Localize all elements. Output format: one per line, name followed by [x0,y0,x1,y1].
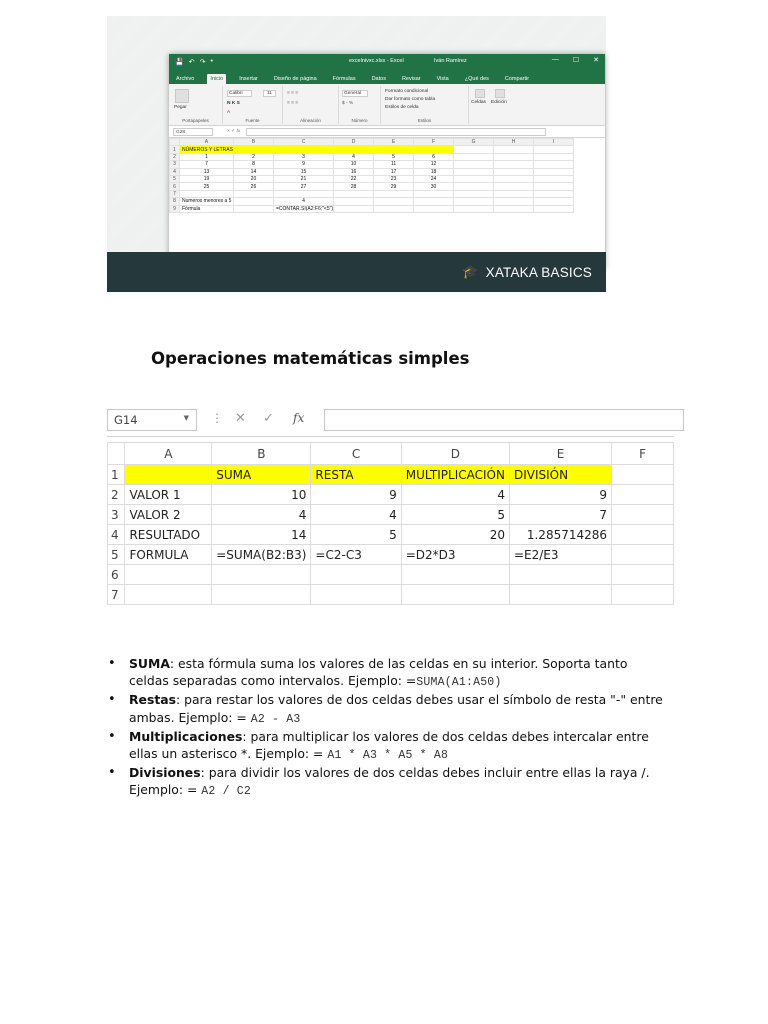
table-cell [534,153,574,160]
table-cell: 5 [374,153,414,160]
window-controls [552,56,599,64]
tab-formulas: Fórmulas [332,76,356,82]
brand-band [107,252,606,292]
table-row [108,585,674,605]
table-cell [233,146,273,153]
table-cell: =E2/E3 [509,545,611,565]
table-cell: NÚMEROS Y LETRAS [180,146,234,153]
paste-icon [175,89,189,103]
table-cell [534,190,574,197]
enter-icon: ✓ [263,411,274,426]
list-item-term: Multiplicaciones [129,728,243,744]
name-box-value: G14 [114,413,138,427]
table-cell [414,205,454,212]
excel-title-bar [169,54,605,70]
cell-styles-button: Estilos de celda [385,105,419,110]
table-row [108,465,674,485]
excel-screenshot-image [107,16,606,292]
spreadsheet-table [107,442,674,605]
column-header: I [534,139,574,146]
cancel-icon: ✕ [235,411,246,426]
table-row [108,505,674,525]
table-cell [494,146,534,153]
table-cell: 27 [273,183,333,190]
table-cell [454,161,494,168]
table-cell [273,190,333,197]
table-cell [311,585,401,605]
table-cell: 3 [273,153,333,160]
table-cell: =C2-C3 [311,545,401,565]
table-row [108,565,674,585]
table-cell [374,205,414,212]
excel-grid [169,138,605,213]
row-header: 4 [108,525,125,545]
table-row [108,485,674,505]
table-cell [233,205,273,212]
table-cell [534,198,574,205]
table-cell [454,198,494,205]
editing-label: Edición [491,100,507,105]
row-header: 3 [108,505,125,525]
row-header: 1 [108,465,125,485]
table-cell: 20 [233,175,273,182]
cells-label: Celdas [471,100,486,105]
row-header: 7 [170,190,180,197]
table-cell: 7 [509,505,611,525]
table-format-button: Dar formato como tabla [385,97,436,102]
minimize-icon: — [551,56,559,63]
table-cell [311,565,401,585]
table-row [170,190,574,197]
list-item-term: Restas [129,692,176,708]
table-cell: 7 [180,161,234,168]
table-cell: 29 [374,183,414,190]
table-cell [454,146,494,153]
column-header: E [509,443,611,465]
insert-function-icon: fx [293,411,305,425]
table-cell: 16 [334,168,374,175]
align-icons: ≡ ≡ ≡ [287,91,299,96]
table-cell [534,161,574,168]
list-item-example-code: SUMA(A1:A50) [416,676,502,690]
table-cell: 9 [311,485,401,505]
ribbon-group-font [223,86,283,124]
table-cell: 12 [414,161,454,168]
customize-icon: • [210,58,213,65]
table-cell [494,190,534,197]
table-cell: 2 [233,153,273,160]
column-header: A [180,139,234,146]
ribbon [169,84,605,126]
user-name: Iván Ramírez [434,58,467,64]
table-cell [534,146,574,153]
table-cell: SUMA [212,465,311,485]
table-cell: 5 [401,505,509,525]
table-cell [374,190,414,197]
spreadsheet-grid [107,442,674,605]
row-header: 1 [170,146,180,153]
table-cell [612,485,674,505]
table-cell [509,585,611,605]
table-cell [494,183,534,190]
table-cell: 30 [414,183,454,190]
table-cell: Fórmula [180,205,234,212]
row-header: 9 [170,205,180,212]
fx-icon: × ✓ fx [227,129,241,134]
styles-group-label: Estilos [417,118,432,123]
column-header-row [108,443,674,465]
table-cell: =CONTAR.SI(A2:F6;"<5") [273,205,333,212]
bold-italic-underline-icons: N K S [227,101,240,106]
table-cell [494,205,534,212]
table-cell: 19 [180,175,234,182]
table-cell: 26 [233,183,273,190]
table-cell: 15 [273,168,333,175]
table-cell: VALOR 2 [125,505,212,525]
ribbon-group-clipboard [169,86,223,124]
row-header: 6 [108,565,125,585]
row-header: 4 [170,168,180,175]
table-cell [374,198,414,205]
table-cell: 11 [374,161,414,168]
table-cell: 6 [414,153,454,160]
table-cell [212,565,311,585]
column-header: F [612,443,674,465]
table-cell [125,465,212,485]
editing-icon [495,89,505,98]
excel-formula-bar [169,126,605,138]
table-cell [273,146,333,153]
table-cell: 4 [334,153,374,160]
table-cell [612,565,674,585]
table-cell [612,465,674,485]
list-item-term: Divisiones [129,765,201,781]
table-cell: 23 [374,175,414,182]
table-cell [509,565,611,585]
table-cell: 28 [334,183,374,190]
table-cell [612,505,674,525]
column-header: G [454,139,494,146]
column-header: B [233,139,273,146]
alignment-group-label: Alineación [300,118,321,123]
row-header: 5 [108,545,125,565]
tell-me-box: ¿Qué des [464,76,489,82]
spreadsheet-image [107,403,674,602]
table-cell [534,205,574,212]
table-cell: 4 [273,198,333,205]
table-cell: 14 [212,525,311,545]
tab-datos: Datos [371,76,386,82]
table-cell [334,198,374,205]
table-row [108,525,674,545]
number-format-box: General [342,90,368,97]
close-icon: ✕ [593,57,599,64]
row-header: 8 [170,198,180,205]
table-cell [454,175,494,182]
operations-list [107,655,667,801]
xataka-brand [462,264,592,280]
table-row [170,183,574,190]
graduation-cap-icon: 🎓 [462,264,479,279]
table-row [170,161,574,168]
row-header: 3 [170,161,180,168]
table-cell: 17 [374,168,414,175]
table-cell: MULTIPLICACIÓN [401,465,509,485]
table-cell [401,585,509,605]
formula-input [324,409,684,431]
table-cell: 4 [212,505,311,525]
brand-text: XATAKA BASICS [485,264,592,280]
column-header: D [334,139,374,146]
column-header: E [374,139,414,146]
excel-formula-input [246,128,546,136]
column-header: F [414,139,454,146]
column-header-row [170,139,574,146]
table-cell: 9 [273,161,333,168]
tab-vista: Vista [436,76,449,82]
table-cell: VALOR 1 [125,485,212,505]
column-header: A [125,443,212,465]
table-cell [454,190,494,197]
table-cell: 20 [401,525,509,545]
table-cell [414,146,454,153]
list-item-example-code: A1 * A3 * A5 * A8 [327,749,449,763]
table-cell: RESULTADO [125,525,212,545]
table-cell: 5 [311,525,401,545]
table-cell: FORMULA [125,545,212,565]
table-cell [494,153,534,160]
list-item-term: SUMA [129,656,170,671]
select-all-corner [170,139,180,146]
quick-access-toolbar [175,58,213,66]
table-row [170,205,574,212]
table-cell: 13 [180,168,234,175]
table-cell: 1.285714286 [509,525,611,545]
table-cell [374,146,414,153]
table-cell [233,198,273,205]
list-item [107,655,667,691]
ribbon-tabs [169,70,605,84]
tab-insertar: Insertar [239,76,258,82]
list-item [107,728,667,764]
table-row [108,545,674,565]
ribbon-group-number [339,86,381,124]
table-cell: 10 [212,485,311,505]
column-header: C [311,443,401,465]
table-cell [212,585,311,605]
table-cell: DIVISIÓN [509,465,611,485]
select-all-corner [108,443,125,465]
column-header: B [212,443,311,465]
table-cell [494,175,534,182]
table-cell [334,205,374,212]
save-icon: 💾 [175,59,184,66]
table-cell: 4 [401,485,509,505]
table-cell: 8 [233,161,273,168]
column-header: H [494,139,534,146]
maximize-icon: ☐ [572,57,580,64]
table-cell [125,585,212,605]
table-cell [612,525,674,545]
table-cell: 24 [414,175,454,182]
table-cell: 14 [233,168,273,175]
list-item [107,764,667,800]
table-cell [534,183,574,190]
list-item-example-code: A2 / C2 [201,785,252,799]
table-row [170,198,574,205]
paste-label: Pegar [174,105,187,110]
table-cell [494,161,534,168]
table-cell: 10 [334,161,374,168]
list-item-text: : para dividir los valores de dos celdas debes incluir entre ellas la raya /. Ejemplo: = [129,765,650,798]
tab-inicio: Inicio [207,74,226,84]
cells-icon [475,89,485,98]
align-icons-row2: ≡ ≡ ≡ [287,101,299,106]
conditional-format-button: Formato condicional [385,89,429,94]
excel-name-box: G28 [173,128,213,136]
list-item-text: : para multiplicar los valores de dos celdas debes intercalar entre ellas un asterisco *. Ejemplo: = [129,728,649,762]
number-group-label: Número [351,118,368,123]
table-cell [125,565,212,585]
document-title: excelnivxc.xlsx - Excel [349,58,404,64]
list-item-text: : para restar los valores de dos celdas debes usar el símbolo de resta "-" entre ambas. Ejemplo: = [129,692,663,725]
table-cell: 4 [311,505,401,525]
currency-icon: $ - % [342,101,354,106]
table-cell [454,183,494,190]
table-cell [534,175,574,182]
table-cell [612,585,674,605]
table-cell [454,205,494,212]
table-cell [534,168,574,175]
name-box [107,409,197,431]
table-cell: 21 [273,175,333,182]
table-cell: =D2*D3 [401,545,509,565]
table-cell: Numeros menores a 5 [180,198,234,205]
row-header: 2 [108,485,125,505]
table-cell: 1 [180,153,234,160]
section-heading: Operaciones matemáticas simples [151,349,470,368]
table-cell [612,545,674,565]
table-cell: 9 [509,485,611,505]
table-cell [454,153,494,160]
tab-diseno: Diseño de página [273,76,317,82]
font-size-box: 11 [263,90,276,97]
excel-window [169,54,605,269]
clipboard-group-label: Portapapeles [182,118,209,123]
table-cell: 22 [334,175,374,182]
undo-icon: ↶ [188,59,195,66]
table-cell [233,190,273,197]
row-header: 7 [108,585,125,605]
table-cell: =SUMA(B2:B3) [212,545,311,565]
redo-icon: ↷ [199,59,206,66]
ribbon-group-alignment [283,86,339,124]
drag-handle-icon: ⋮ [211,411,223,425]
table-cell [334,146,374,153]
font-color-icon: A [227,110,231,115]
table-cell: 18 [414,168,454,175]
table-cell [180,190,234,197]
tab-archivo: Archivo [176,76,195,82]
table-cell [454,168,494,175]
column-header: C [273,139,333,146]
row-header: 6 [170,183,180,190]
table-cell [494,168,534,175]
table-cell: RESTA [311,465,401,485]
table-cell [401,565,509,585]
share-button: Compartir [504,76,530,82]
tab-revisar: Revisar [401,76,421,82]
table-cell [494,198,534,205]
list-item-text: : esta fórmula suma los valores de las celdas en su interior. Soporta tanto celdas separadas como intervalos. Ejemplo: = [129,656,628,689]
excel-grid-table [169,138,574,213]
table-row [170,153,574,160]
table-row [170,175,574,182]
table-cell: 25 [180,183,234,190]
column-header: D [401,443,509,465]
row-header: 2 [170,153,180,160]
chevron-down-icon: ▼ [183,414,189,422]
table-cell [414,198,454,205]
table-row [170,168,574,175]
table-cell [414,190,454,197]
formula-bar [107,403,674,437]
row-header: 5 [170,175,180,182]
table-row [170,146,574,153]
font-name-box: Calibri [227,90,252,97]
list-item-example-code: A2 - A3 [250,712,301,726]
ribbon-group-styles [381,86,469,124]
font-group-label: Fuente [245,118,260,123]
list-item [107,691,667,727]
table-cell [334,190,374,197]
